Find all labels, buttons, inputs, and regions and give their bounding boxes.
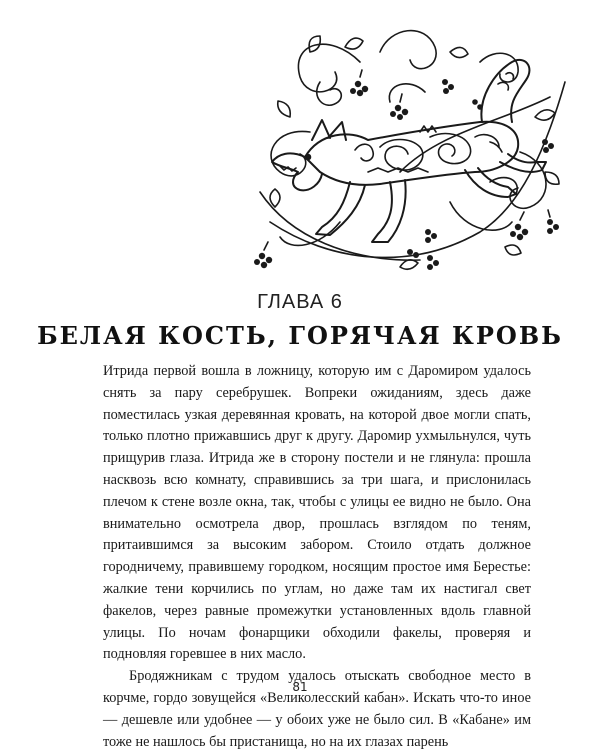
page-number: 81 [292,680,308,694]
chapter-title: БЕЛАЯ КОСТЬ, ГОРЯЧАЯ КРОВЬ [37,321,563,350]
paragraph: Итрида первой вошла в ложницу, которую им с Даромиром удалось снять за пару серебрушек. Вопреки ожиданиям, здесь даже поместилась узкая деревянная кровать, на которой двое могли спать, только плотно прижавшись друг к другу. Даромир ухмыльнулся, чуть прищурив глаза. Итрида же в сторону постели и не глянула: прошла насквозь всю комнату, справившись за три шага, и прислонилась плечом к стене возле окна, так, чтобы с улицы ее видно не было. Она внимательно осмотрела двор, прошлась взглядом по теням, притаившимся за высоким забором. Стоило отдать должное городничему, правившему городком, носящим простое имя Берестье: жалкие тени корчились по углам, но даже там их настигал свет факелов, через равные промежутки установленных вдоль главной улицы. По ночам фонарщики обходили факелы, проверяя и подновляя горевшее в них масло. [103,363,531,663]
wolf-illustration [250,22,570,284]
paragraph: Бродяжникам с трудом удалось отыскать свободное место в корчме, гордо зовущейся «Великолесский кабан». Искать что-то иное — дешевле или удобнее — у обоих уже не было сил. В «Кабане» им тоже не нашлось бы пристанища, но на их глазах парень [103,668,531,750]
body-text [103,361,531,753]
chapter-number: ГЛАВА 6 [257,291,343,313]
